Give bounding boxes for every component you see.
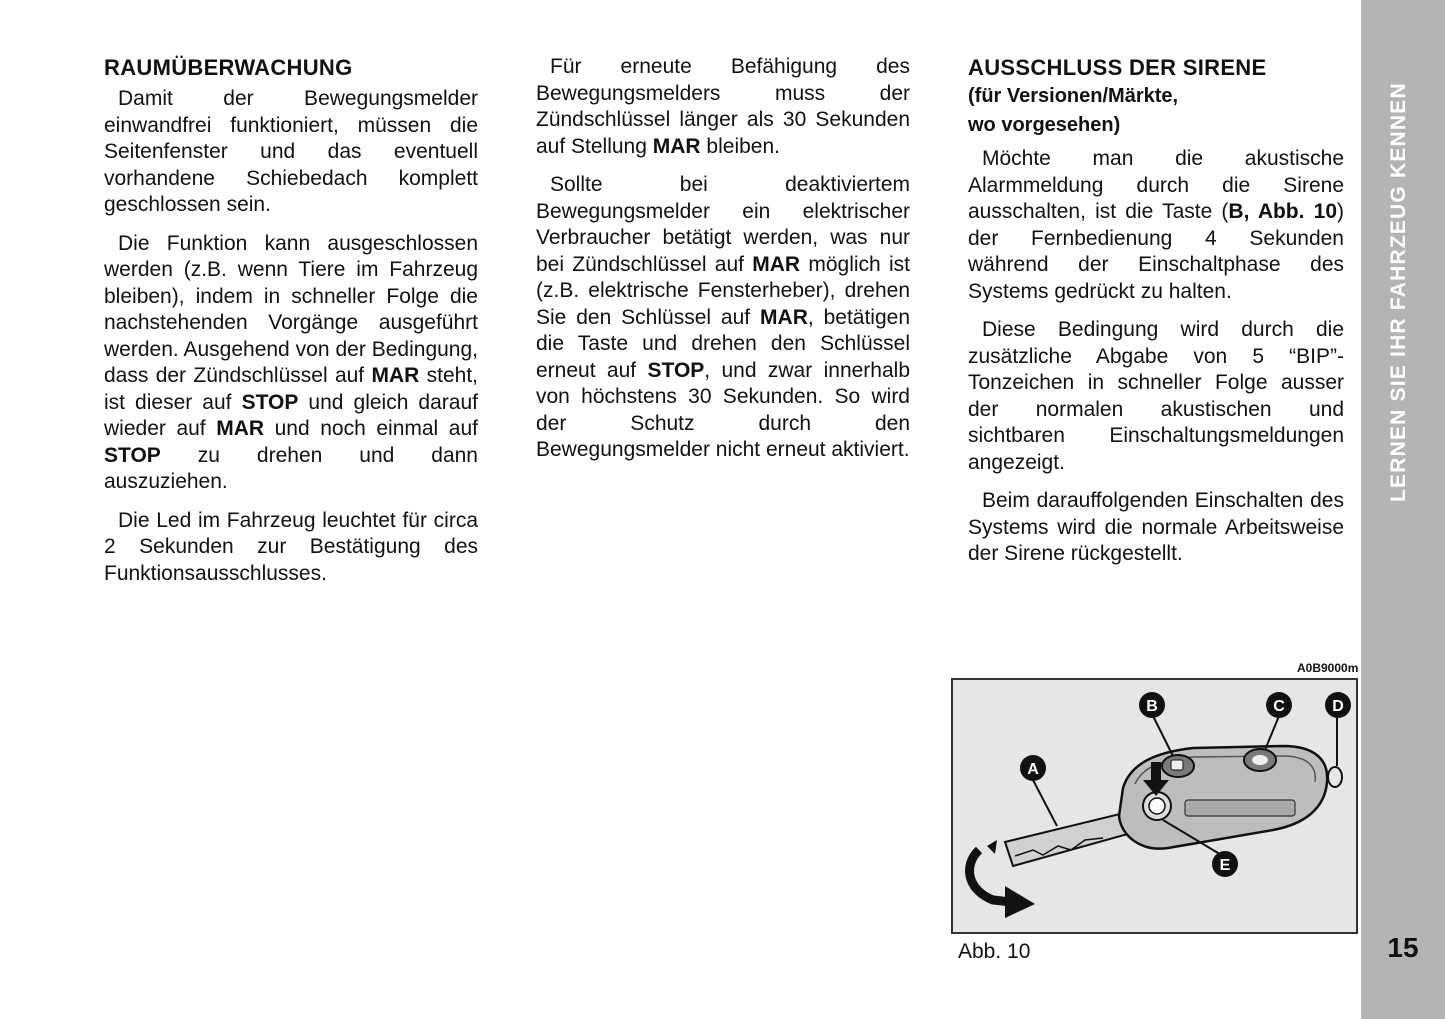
paragraph: Die Funktion kann ausgeschlossen werden (z.B. wenn Tiere im Fahrzeug bleiben), indem in schneller Folge die nachstehenden Vorgänge ausgeführt werden. Ausgehend von der Bedingung, dass der Zündschlüssel auf MAR steht, ist dieser auf STOP und gleich darauf wieder auf MAR und noch einmal auf STOP zu drehen und dann auszuziehen.: [104, 231, 478, 493]
key-blade: [1005, 812, 1135, 866]
svg-text:C: C: [1273, 698, 1285, 715]
callout-e: [1212, 851, 1238, 877]
paragraph: Beim darauffolgenden Einschalten des Systems wird die normale Arbeitsweise der Sirene rückgestellt.: [968, 489, 1344, 565]
paragraph: Die Led im Fahrzeug leuchtet für circa 2 Sekunden zur Bestätigung des Funktionsausschlusses.: [104, 508, 478, 585]
paragraph: Diese Bedingung wird durch die zusätzliche Abgabe von 5 “BIP”-Tonzeichen in schneller Folge ausser der normalen akustischen und sichtbaren Einschaltungsmeldungen angezeigt.: [968, 318, 1344, 474]
callout-b: [1139, 692, 1165, 718]
column-left: [104, 54, 478, 599]
paragraph: Sollte bei deaktiviertem Bewegungsmelder ein elektrischer Verbraucher betätigt werden, was nur bei Zündschlüssel auf MAR möglich ist (z.B. elektrische Fensterheber), drehen Sie den Schlüssel auf MAR, betätigen die Taste und drehen den Schlüssel erneut auf STOP, und zwar innerhalb von höchstens 30 Sekunden. So wird der Schutz durch den Bewegungsmelder nicht erneut aktiviert.: [536, 173, 910, 461]
paragraph: Für erneute Befähigung des Bewegungsmelders muss der Zündschlüssel länger als 30 Sekunden auf Stellung MAR bleiben.: [536, 55, 910, 158]
figure-code: A0B9000m: [1297, 661, 1359, 675]
column-middle: [536, 54, 910, 476]
svg-text:D: D: [1332, 698, 1344, 715]
svg-text:A: A: [1027, 761, 1039, 778]
section-title-vertical: LERNEN SIE IHR FAHRZEUG KENNEN: [1387, 82, 1410, 502]
callout-d: [1325, 692, 1351, 718]
heading-ausschluss-sirene: AUSSCHLUSS DER SIRENE: [968, 55, 1267, 80]
heading-raumueberwachung: RAUMÜBERWACHUNG: [104, 55, 353, 80]
callout-a: [1020, 755, 1046, 781]
key-fob-illustration: [951, 678, 1358, 934]
callout-c: [1266, 692, 1292, 718]
svg-text:B: B: [1146, 698, 1158, 715]
figure-caption: Abb. 10: [958, 940, 1031, 963]
paragraph: Möchte man die akustische Alarmmeldung durch die Sirene ausschalten, ist die Taste (B, Abb. 10) der Fernbedienung 4 Sekunden während der Einschaltphase des Systems gedrückt zu halten.: [968, 147, 1344, 303]
column-right: [968, 54, 1344, 580]
button-b: [1162, 755, 1194, 777]
page-number: 15: [1387, 932, 1419, 963]
paragraph: Damit der Bewegungsmelder einwandfrei funktioniert, müssen die Seitenfenster und das eventuell vorhandene Schiebedach komplett geschlossen sein.: [104, 87, 478, 216]
release-button-e: [1143, 792, 1171, 820]
subheading-versions: (für Versionen/Märkte, wo vorgesehen): [968, 85, 1179, 136]
button-c: [1244, 749, 1276, 771]
svg-text:E: E: [1219, 857, 1231, 874]
